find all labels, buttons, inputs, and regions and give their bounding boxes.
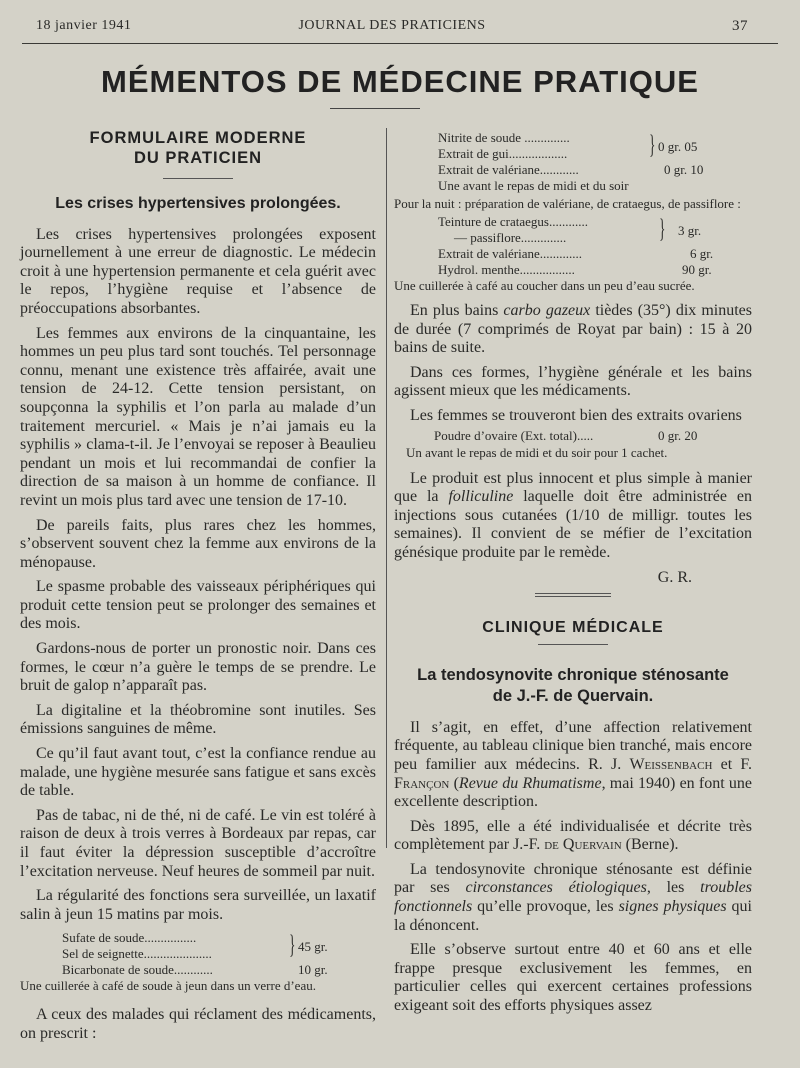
article-title-line-1: La tendosynovite chronique sténosante — [417, 665, 729, 684]
text: et F. — [712, 755, 752, 773]
prescription-line: Hydrol. menthe................. — [438, 262, 575, 277]
paragraph — [394, 861, 752, 935]
text: laquelle doit être administrée en injections sous cutanées (1/10 de milligr. toutes les semaines). Il convient de se méfier de l’excitation génésique produite par le remède. — [394, 488, 753, 561]
prescription-dose: 0 gr. 05 — [658, 139, 698, 154]
section-title-formulaire — [20, 128, 376, 168]
prescription-dose: 6 gr. — [690, 246, 714, 261]
emphasis: carbo gazeux — [503, 302, 591, 319]
paragraph: Elle s’observe surtout entre 40 et 60 ans et elle frappe presque exclusivement les femmes, en particulier celles qui exercent certaines professions exigeant soit des efforts physiques assez — [394, 941, 752, 1015]
section-title-clinique: CLINIQUE MÉDICALE — [482, 619, 664, 637]
header-rule — [22, 43, 778, 44]
article-title-line-2: de J.-F. de Quervain. — [492, 686, 654, 705]
emphasis: troubles fonctionnels — [394, 879, 753, 916]
section-rule — [538, 644, 608, 645]
section-separator — [535, 593, 611, 597]
paragraph: Les femmes se trouveront bien des extraits ovariens — [410, 406, 742, 424]
prescription-ovaire — [394, 428, 752, 462]
author-signature: G. R. — [657, 568, 692, 586]
header-date: 18 janvier 1941 — [36, 18, 132, 33]
author-name: Françon — [394, 774, 450, 792]
title-rule — [330, 108, 420, 109]
paragraph: Pas de tabac, ni de thé, ni de café. Le vin est toléré à raison de deux à trois verres à Bordeaux par repas, car il faut éviter la dépression susceptible d’accroître l’excitation nerveuse. Neuf heures de sommeil par nuit. — [20, 806, 376, 880]
paragraph — [394, 719, 752, 812]
text: qui la dénoncent. — [394, 898, 753, 934]
prescription-line: Extrait de valériane............. — [438, 246, 583, 261]
paragraph — [394, 470, 752, 563]
text: Le produit est plus innocent et plus simple à manier que la — [394, 469, 752, 506]
right-column — [394, 130, 752, 1022]
emphasis: folliculine — [448, 488, 514, 506]
paragraph: De pareils faits, plus rares chez les hommes, s’observent souvent chez la femme aux environs de la ménopause. — [20, 516, 376, 571]
prescription-note: Une cuillerée à café de soude à jeun dans un verre d’eau. — [20, 978, 316, 994]
prescription-line: Teinture de crataegus............ — [438, 214, 588, 229]
section-title-line-1: FORMULAIRE MODERNE — [89, 129, 307, 147]
text: Dès 1895, elle a été individualisée et décrite très complètement par J.-F. — [394, 817, 752, 854]
prescription-line: Sufate de soude................ — [62, 930, 197, 946]
prescription-nitrite — [394, 130, 752, 194]
running-header — [36, 18, 748, 40]
text: La tendosynovite chronique sténosante est définie par ses — [394, 860, 752, 897]
prescription-dose: 90 gr. — [682, 262, 712, 277]
brace: } — [659, 214, 666, 243]
text: , les — [646, 879, 701, 897]
paragraph: Ce qu’il faut avant tout, c’est la confiance rendue au malade, une hygiène mesurée sans fatigue et sans excès de table. — [20, 745, 376, 800]
paragraph: La régularité des fonctions sera surveillée, un laxatif salin à jeun 15 matins par mois. — [20, 887, 376, 923]
prescription-note: Un avant le repas de midi et du soir pour 1 cachet. — [406, 444, 668, 460]
prescription-line: Extrait de valériane............ — [438, 162, 579, 177]
article-title-tendosynovite — [394, 665, 752, 707]
page-title: MÉMENTOS DE MÉDECINE PRATIQUE — [101, 64, 699, 99]
prescription-dose: 0 gr. 10 — [664, 162, 704, 177]
text: qu’elle provoque, les — [472, 898, 619, 916]
paragraph: La digitaline et la théobromine sont inutiles. Ses émissions sanguines de même. — [20, 701, 376, 738]
prescription-laxatif — [20, 930, 376, 996]
header-journal-name: JOURNAL DES PRATICIENS — [298, 18, 486, 33]
section-rule — [163, 178, 233, 179]
emphasis: signes physiques — [618, 898, 727, 916]
prescription-note: Une avant le repas de midi et du soir — [438, 178, 629, 193]
prescription-line: Extrait de gui.................. — [438, 146, 568, 161]
text: (Berne). — [621, 836, 679, 854]
brace: } — [289, 930, 296, 960]
prescription-line: — passiflore.............. — [454, 230, 567, 245]
paragraph: Gardons-nous de porter un pronostic noir. Dans ces formes, le cœur n’a guère le temps de se prendre. Le bruit de galop n’apparaît pas. — [20, 640, 376, 695]
night-intro: Pour la nuit : préparation de valériane, de crataegus, de passiflore : — [394, 196, 741, 211]
paragraph: Le spasme probable des vaisseaux périphériques qui produit cette tension peut se prolonger des semaines et des mois. — [20, 578, 376, 633]
prescription-line: Nitrite de soude .............. — [438, 130, 570, 145]
page-number: 37 — [732, 18, 748, 34]
author-name: de Quervain — [544, 836, 622, 854]
column-divider — [386, 128, 387, 848]
paragraph: A ceux des malades qui réclament des médicaments, on prescrit : — [20, 1006, 376, 1042]
section-title-line-2: DU PRATICIEN — [133, 149, 263, 167]
prescription-dose: 10 gr. — [298, 962, 328, 978]
left-column — [20, 124, 376, 1050]
text: En plus bains — [410, 302, 504, 319]
text: Il s’agit, en effet, d’une affection relativement fréquente, au tableau clinique bien tranché, mais encore peu familier aux médecins. R. J. — [394, 718, 752, 773]
paragraph: Les femmes aux environs de la cinquantaine, les hommes un peu plus tard sont touchés. Tel personnage connu, menant une existence très affairée, avait une tension de 24-12. Cette tension persistant, on soupçonna la syphilis et l’on parla au malade d’un traitement mercuriel. « Mais je n’ai jamais eu la syphilis » clama-t-il. Je l’envoyai se reposer à Beaulieu pendant un mois et lui recommandai de confier la direction de sa maison à un homme de confiance. Il revint un mois plus tard avec une tension de 17-10. — [20, 324, 376, 509]
prescription-crataegus — [394, 214, 752, 296]
journal-title: Revue du Rhumatisme — [458, 774, 602, 792]
author-name: Weissenbach — [629, 755, 713, 773]
text: tièdes (35°) dix minutes de durée (7 comprimés de Royat par bain) : 15 à 20 bains de suite. — [394, 302, 752, 357]
prescription-dose: 0 gr. 20 — [658, 427, 698, 443]
text: , mai 1940) en font une excellente description. — [394, 774, 753, 811]
paragraph — [394, 302, 752, 358]
article-title-crises: Les crises hypertensives prolongées. — [55, 195, 341, 212]
prescription-dose: 45 gr. — [298, 939, 328, 955]
text: ( — [449, 774, 459, 792]
prescription-line: Bicarbonate de soude............ — [62, 962, 213, 978]
paragraph — [394, 818, 752, 855]
paragraph: Dans ces formes, l’hygiène générale et les bains agissent mieux que les médicaments. — [394, 363, 752, 400]
prescription-dose: 3 gr. — [678, 223, 702, 238]
emphasis: circonstances étiologiques — [465, 879, 647, 897]
paragraph: Les crises hypertensives prolongées exposent journellement à une erreur de diagnostic. Le médecin croit à une hypertension permanente et cela guérit avec le repos, l’hygiène requise et l’absence de préoccupations absorbantes. — [20, 225, 376, 317]
prescription-line: Sel de seignette..................... — [62, 946, 212, 962]
prescription-note: Une cuillerée à café au coucher dans un peu d’eau sucrée. — [394, 278, 695, 293]
brace: } — [649, 130, 656, 159]
prescription-line: Poudre d’ovaire (Ext. total)..... — [434, 427, 594, 443]
